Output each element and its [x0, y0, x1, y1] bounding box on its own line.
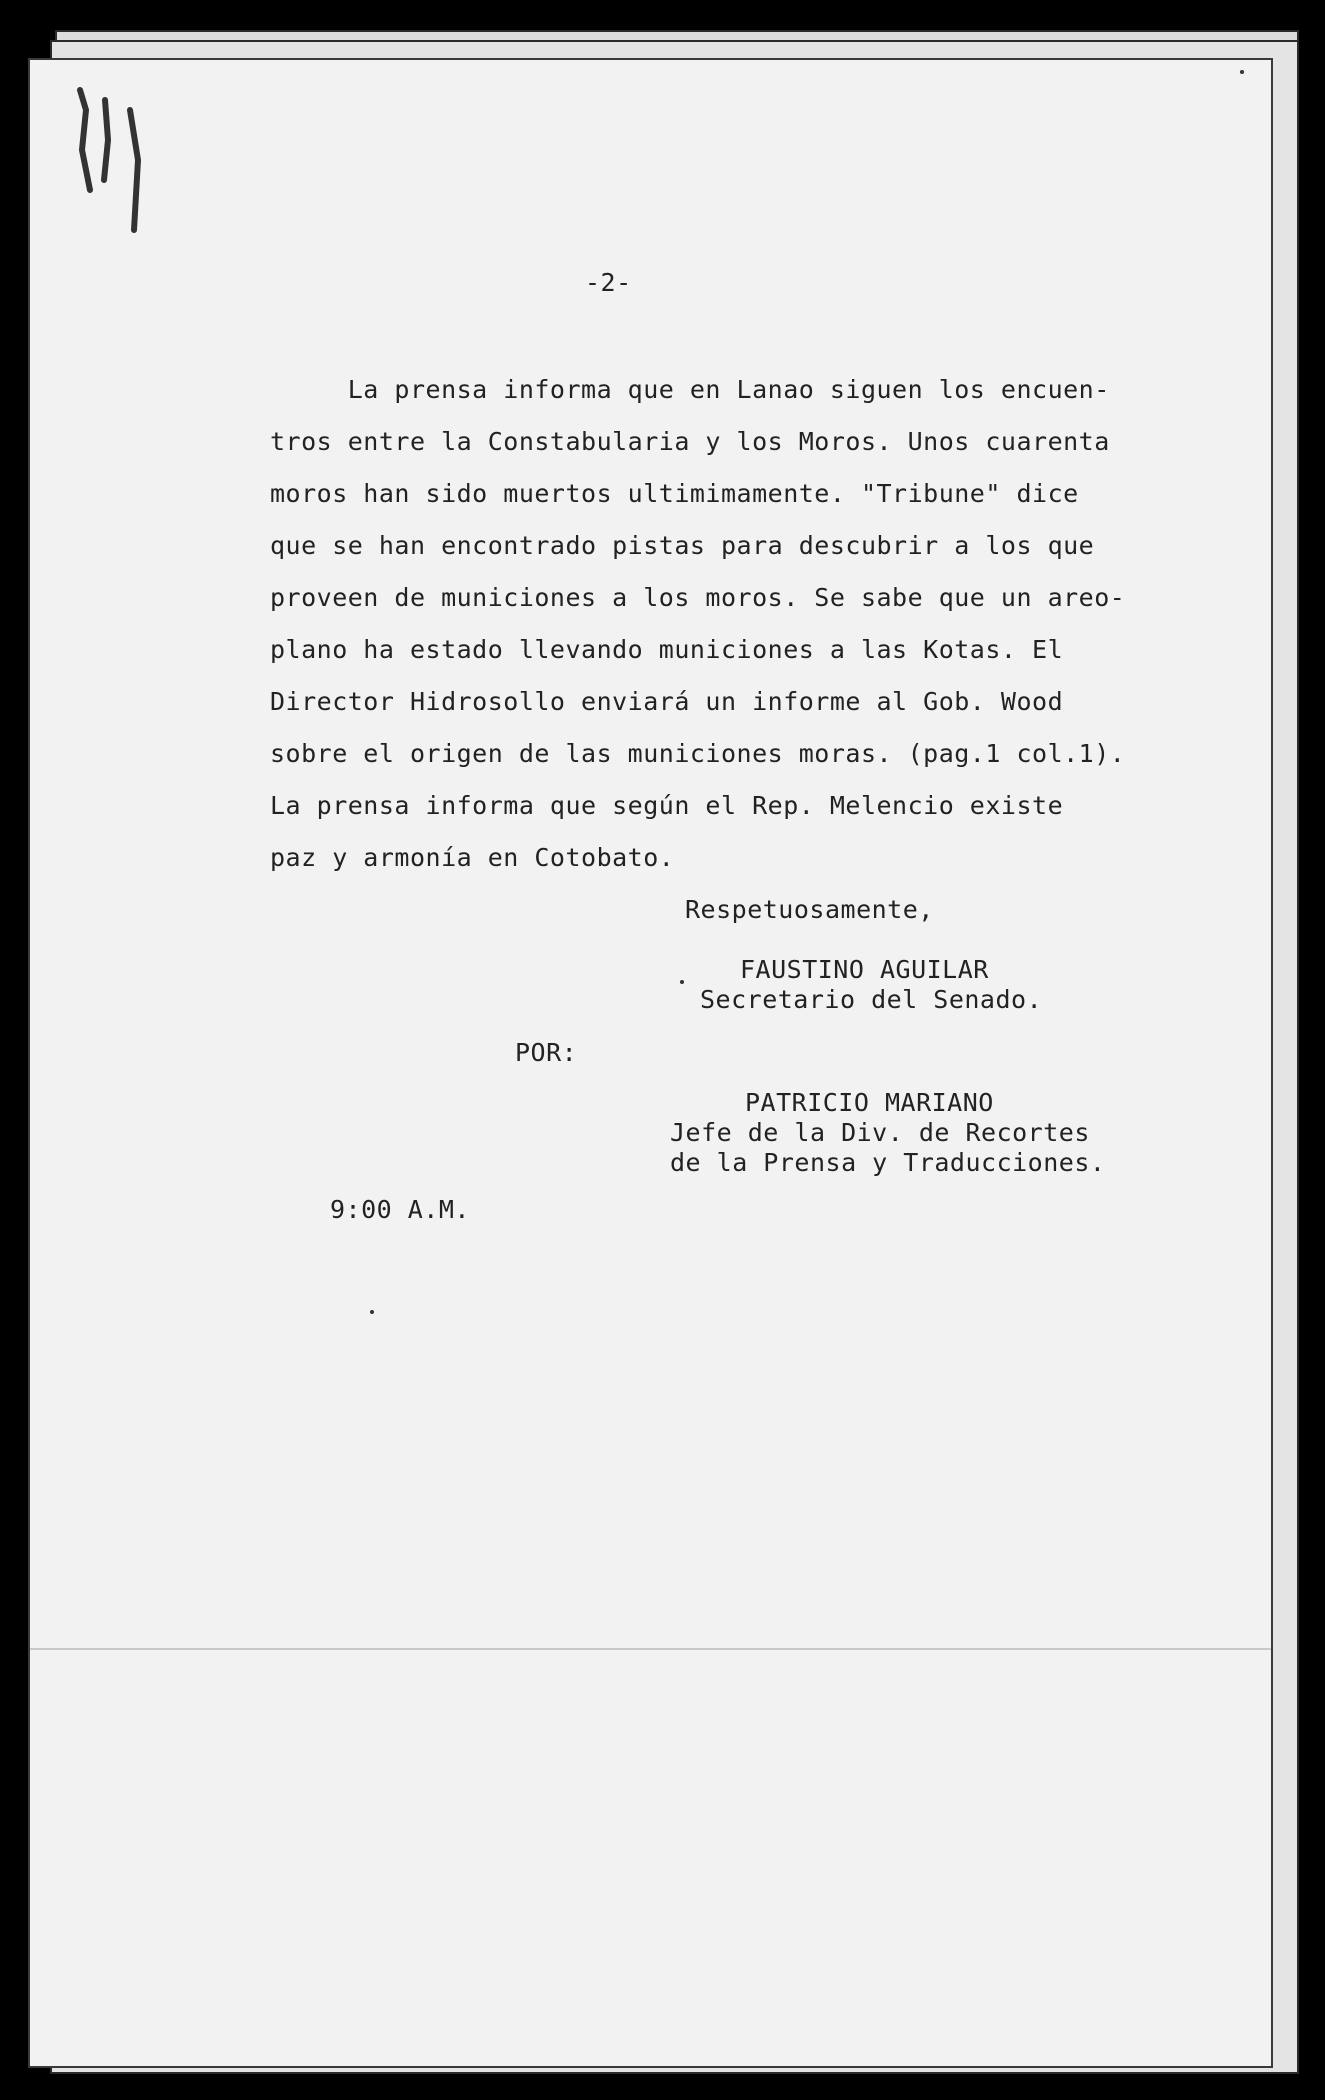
agent-name: PATRICIO MARIANO — [745, 1088, 994, 1117]
signatory-title: Secretario del Senado. — [700, 985, 1043, 1014]
body-line: sobre el origen de las municiones moras. (pag.1 col.1). — [270, 739, 1126, 768]
page-fold-line — [30, 1648, 1271, 1650]
body-line: La prensa informa que en Lanao siguen los encuen- — [270, 375, 1110, 404]
body-line: Director Hidrosollo enviará un informe al Gob. Wood — [270, 687, 1064, 716]
document-page — [28, 58, 1273, 2068]
ink-speck — [370, 1310, 374, 1314]
body-line: plano ha estado llevando municiones a las Kotas. El — [270, 635, 1064, 664]
ink-speck — [1240, 70, 1244, 74]
agent-title-line1: Jefe de la Div. de Recortes — [670, 1118, 1090, 1147]
body-line: moros han sido muertos ultimimamente. "Tribune" dice — [270, 479, 1079, 508]
ink-speck — [680, 980, 684, 984]
page-number: -2- — [585, 268, 632, 297]
agent-title-line2: de la Prensa y Traducciones. — [670, 1148, 1106, 1177]
body-line: La prensa informa que según el Rep. Melencio existe — [270, 791, 1064, 820]
body-line: proveen de municiones a los moros. Se sabe que un areo- — [270, 583, 1126, 612]
closing-salutation: Respetuosamente, — [685, 895, 934, 924]
body-line: que se han encontrado pistas para descubrir a los que — [270, 531, 1095, 560]
timestamp: 9:00 A.M. — [330, 1195, 470, 1224]
ink-smudge-mark — [60, 70, 160, 270]
por-label: POR: — [515, 1038, 578, 1067]
body-line: tros entre la Constabularia y los Moros. Unos cuarenta — [270, 427, 1110, 456]
body-line: paz y armonía en Cotobato. — [270, 843, 675, 872]
signatory-name: FAUSTINO AGUILAR — [740, 955, 989, 984]
